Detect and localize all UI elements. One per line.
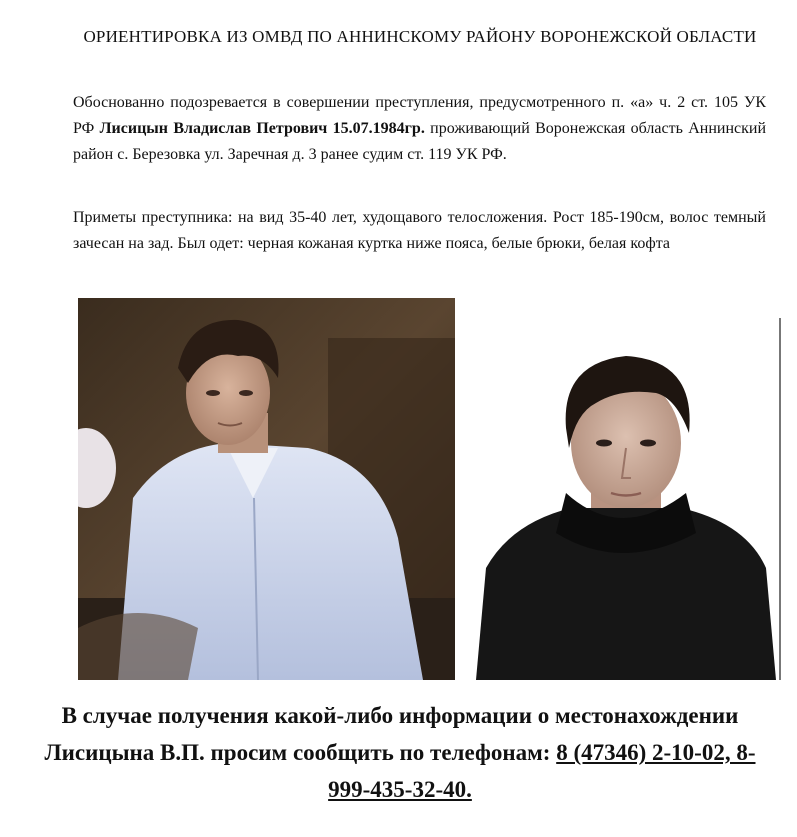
suspect-photo-white-shirt: [78, 298, 455, 680]
contact-text: В случае получения какой-либо информации о местонахождении Лисицына В.П. просим сообщить по телефонам:: [44, 703, 739, 765]
suspect-name: Лисицын Владислав Петрович 15.07.1984гр.: [99, 120, 425, 137]
residence-text: проживающий Воронежская область Аннинский район с. Березовка ул. Заречная д. 3 ранее судим ст. 119 УК РФ.: [73, 120, 767, 163]
suspect-photo-black-sweater: [471, 318, 782, 680]
contact-request: [40, 697, 760, 808]
suspect-photo-black-sweater-image: [471, 318, 782, 680]
phone-numbers: 8 (47346) 2-10-02, 8-999-435-32-40.: [328, 740, 756, 802]
suspect-features-paragraph: Приметы преступника: на вид 35-40 лет, худощавого телосложения. Рост 185-190см, волос темный зачесан на зад. Был одет: черная кожаная куртка ниже пояса, белые брюки, белая кофта: [73, 209, 766, 252]
charge-text: Обоснованно подозревается в совершении преступления, предусмотренного п. «а» ч. 2 ст. 105 УК РФ: [73, 94, 766, 137]
document-title: ОРИЕНТИРОВКА ИЗ ОМВД ПО АННИНСКОМУ РАЙОНУ ВОРОНЕЖСКОЙ ОБЛАСТИ: [83, 27, 757, 46]
suspect-description-paragraph: [73, 90, 766, 168]
suspect-photo-white-shirt-image: [78, 298, 455, 680]
